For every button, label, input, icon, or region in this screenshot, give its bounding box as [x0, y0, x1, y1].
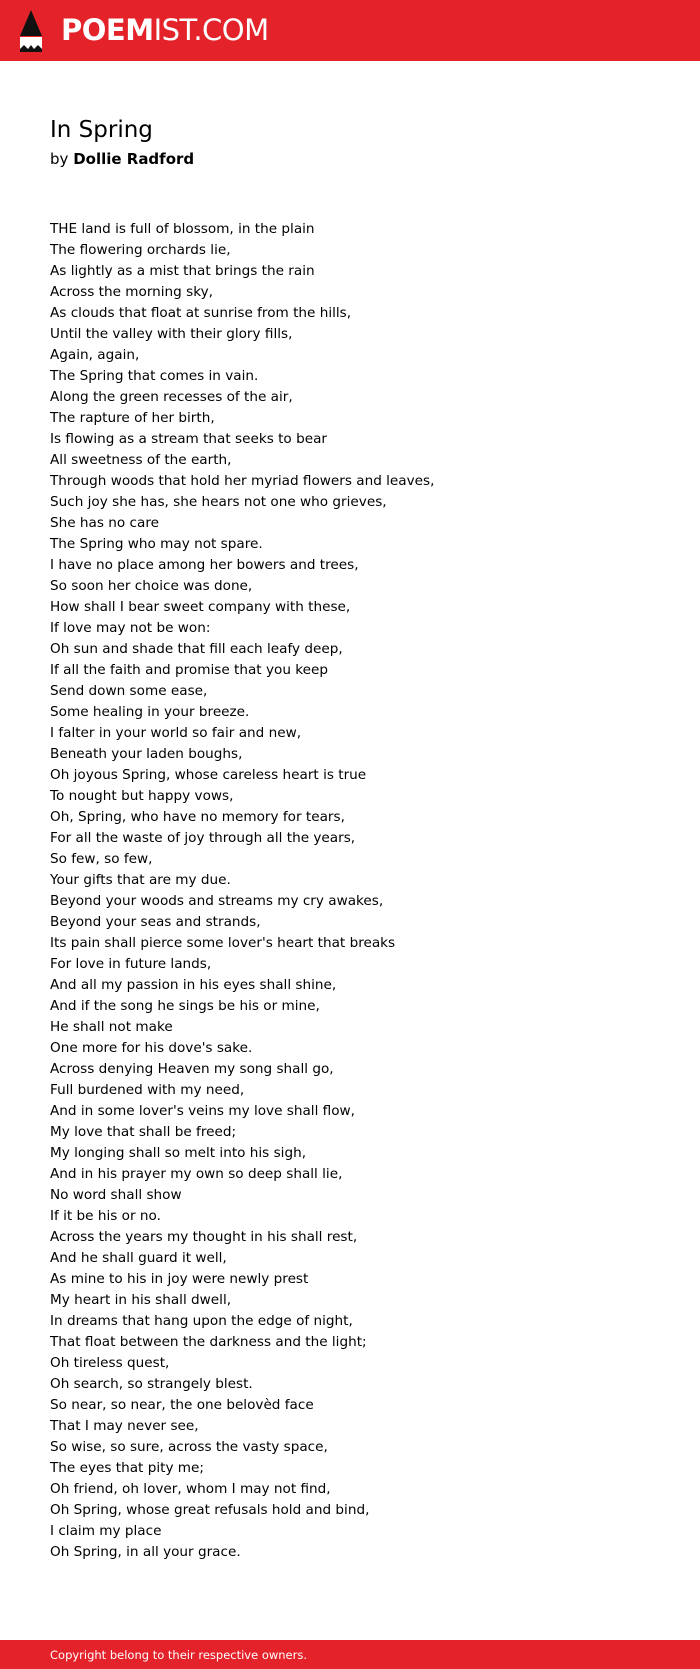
- poem-line: The Spring who may not spare.: [50, 536, 263, 552]
- poem-line: The rapture of her birth,: [50, 410, 215, 426]
- poem-line: To nought but happy vows,: [50, 788, 234, 804]
- poem-line: I claim my place: [50, 1523, 162, 1539]
- poem-line: All sweetness of the earth,: [50, 452, 232, 468]
- poem-line: In dreams that hang upon the edge of night,: [50, 1313, 353, 1329]
- poem-line: She has no care: [50, 515, 159, 531]
- poem-line: And in some lover's veins my love shall flow,: [50, 1103, 355, 1119]
- poem-line: Full burdened with my need,: [50, 1082, 245, 1098]
- poem-line: The Spring that comes in vain.: [50, 368, 259, 384]
- poem-line: And he shall guard it well,: [50, 1250, 227, 1266]
- poem-line: Is flowing as a stream that seeks to bear: [50, 431, 327, 447]
- author-link[interactable]: Dollie Radford: [73, 150, 195, 168]
- poem-line: Some healing in your breeze.: [50, 704, 250, 720]
- poem-line: My heart in his shall dwell,: [50, 1292, 232, 1308]
- poem-line: So soon her choice was done,: [50, 578, 253, 594]
- poem-line: One more for his dove's sake.: [50, 1040, 253, 1056]
- poem-line: Beyond your woods and streams my cry awakes,: [50, 893, 384, 909]
- poem-byline: [50, 149, 194, 169]
- poem-line: And if the song he sings be his or mine,: [50, 998, 320, 1014]
- poem-line: I falter in your world so fair and new,: [50, 725, 302, 741]
- poem-line: Beneath your laden boughs,: [50, 746, 243, 762]
- poem-line: Oh sun and shade that fill each leafy deep,: [50, 641, 343, 657]
- poem-line: Across the years my thought in his shall rest,: [50, 1229, 358, 1245]
- poem-line: Through woods that hold her myriad flowers and leaves,: [50, 473, 435, 489]
- poem-line: Beyond your seas and strands,: [50, 914, 261, 930]
- poem-line: For love in future lands,: [50, 956, 212, 972]
- poem-line: My longing shall so melt into his sigh,: [50, 1145, 307, 1161]
- poem-line: I have no place among her bowers and trees,: [50, 557, 359, 573]
- poem-line: As clouds that float at sunrise from the hills,: [50, 305, 352, 321]
- by-label: by: [50, 150, 69, 168]
- logo-light-text: IST.COM: [153, 13, 269, 47]
- poem-line: Oh friend, oh lover, whom I may not find,: [50, 1481, 331, 1497]
- poem-line: My love that shall be freed;: [50, 1124, 237, 1140]
- poem-line: Until the valley with their glory fills,: [50, 326, 293, 342]
- pencil-logo-icon[interactable]: [18, 10, 44, 52]
- poem-line: Oh search, so strangely blest.: [50, 1376, 253, 1392]
- poem-line: So wise, so sure, across the vasty space,: [50, 1439, 328, 1455]
- site-footer: [0, 1640, 700, 1669]
- poem-line: Oh Spring, whose great refusals hold and bind,: [50, 1502, 370, 1518]
- poem-line: Oh tireless quest,: [50, 1355, 170, 1371]
- poem-line: Oh, Spring, who have no memory for tears,: [50, 809, 345, 825]
- poem-line: That float between the darkness and the light;: [50, 1334, 367, 1350]
- poem-line: Along the green recesses of the air,: [50, 389, 293, 405]
- poem-line: He shall not make: [50, 1019, 173, 1035]
- poem-line: If it be his or no.: [50, 1208, 161, 1224]
- poem-line: THE land is full of blossom, in the plain: [50, 221, 315, 237]
- site-logo[interactable]: [61, 12, 269, 48]
- poem-line: So near, so near, the one belovèd face: [50, 1397, 314, 1413]
- poem-line: Send down some ease,: [50, 683, 208, 699]
- poem-body: [50, 219, 670, 1563]
- poem-line: Its pain shall pierce some lover's heart that breaks: [50, 935, 396, 951]
- poem-line: As mine to his in joy were newly prest: [50, 1271, 309, 1287]
- poem-line: And all my passion in his eyes shall shine,: [50, 977, 337, 993]
- poem-line: If all the faith and promise that you keep: [50, 662, 328, 678]
- poem-line: The eyes that pity me;: [50, 1460, 204, 1476]
- poem-line: And in his prayer my own so deep shall lie,: [50, 1166, 343, 1182]
- poem-line: The flowering orchards lie,: [50, 242, 231, 258]
- poem-line: So few, so few,: [50, 851, 153, 867]
- poem-line: If love may not be won:: [50, 620, 211, 636]
- poem-line: Oh joyous Spring, whose careless heart is true: [50, 767, 367, 783]
- copyright-text: Copyright belong to their respective owners.: [50, 1648, 308, 1662]
- site-header: [0, 0, 700, 61]
- poem-line: No word shall show: [50, 1187, 182, 1203]
- poem-line: Such joy she has, she hears not one who grieves,: [50, 494, 387, 510]
- logo-bold-text: POEM: [61, 13, 154, 47]
- poem-line: How shall I bear sweet company with these,: [50, 599, 351, 615]
- poem-line: Your gifts that are my due.: [50, 872, 231, 888]
- poem-line: Across the morning sky,: [50, 284, 213, 300]
- poem-title: In Spring: [50, 117, 153, 143]
- poem-line: Again, again,: [50, 347, 140, 363]
- poem-line: For all the waste of joy through all the years,: [50, 830, 356, 846]
- poem-line: As lightly as a mist that brings the rain: [50, 263, 315, 279]
- poem-line: Oh Spring, in all your grace.: [50, 1544, 241, 1560]
- poem-line: That I may never see,: [50, 1418, 199, 1434]
- poem-line: Across denying Heaven my song shall go,: [50, 1061, 334, 1077]
